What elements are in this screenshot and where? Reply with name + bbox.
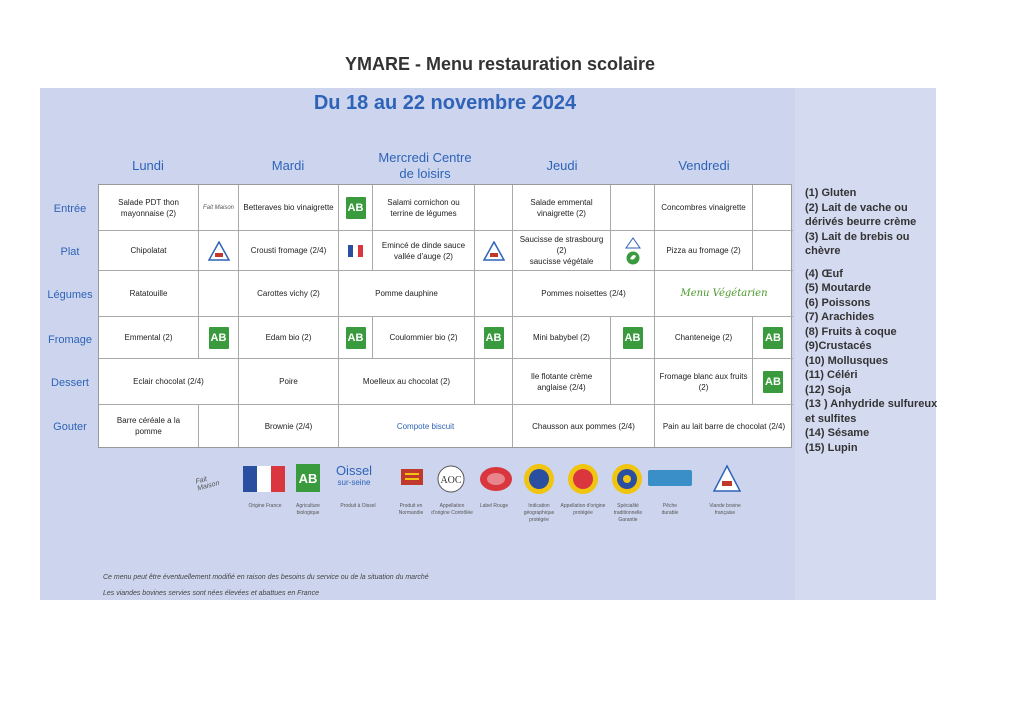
day-header-wednesday: Mercredi Centre de loisirs [378, 150, 472, 181]
legend-label: Viande bovine française [709, 503, 741, 516]
allergen-item: (15) Lupin [805, 441, 858, 454]
legend-label: Indication géographique protégée [523, 503, 555, 523]
menu-cell: Ile flotante crème anglaise (2/4) [513, 359, 611, 405]
menu-cell: Salade emmental vinaigrette (2) [513, 185, 611, 231]
menu-item: Saucisse de strasbourg (2) [519, 235, 604, 255]
menu-cell: Moelleux au chocolat (2) [339, 359, 475, 405]
menu-cell: Poire [239, 359, 339, 405]
legend-label: Produit à Oissel [340, 503, 376, 509]
menu-cell: Edam bio (2) [239, 317, 339, 359]
viande-bovine-francaise-icon [199, 231, 239, 271]
menu-cell: Pomme dauphine [339, 271, 475, 317]
menu-table [98, 184, 792, 448]
allergen-item: (6) Poissons [805, 296, 871, 309]
menu-cell: Carottes vichy (2) [239, 271, 339, 317]
row-label-gouter: Gouter [53, 421, 87, 433]
menu-cell: Eclair chocolat (2/4) [99, 359, 239, 405]
allergen-item: (2) Lait de vache ou dérivés beurre crème [805, 201, 917, 228]
organic-ab-icon: AB [753, 317, 793, 359]
label-rouge-logo-icon [478, 464, 514, 494]
legend-label: Agriculture biologique [296, 503, 320, 516]
menu-cell: Barre céréale a la pomme [99, 405, 199, 447]
organic-ab-icon: AB [199, 317, 239, 359]
allergen-item: (11) Céléri [805, 369, 858, 381]
menu-cell: Chausson aux pommes (2/4) [513, 405, 655, 447]
organic-ab-icon: AB [339, 185, 373, 231]
allergen-item: (4) Œuf [805, 267, 843, 280]
legend-label: Appellation d'origine protégée [560, 503, 606, 516]
row-label-fromage: Fromage [47, 334, 93, 346]
day-header-friday: Vendredi [678, 158, 730, 173]
vegetarian-icon [611, 231, 655, 271]
igp-logo-icon [522, 462, 556, 496]
menu-cell: Pommes noisettes (2/4) [513, 271, 655, 317]
allergen-item: (8) Fruits à coque [805, 325, 897, 338]
normandie-logo-icon [397, 466, 427, 490]
allergen-item: (7) Arachides [805, 311, 875, 323]
organic-ab-icon: AB [753, 359, 793, 405]
row-label-dessert: Dessert [51, 377, 89, 389]
origine-france-flag-icon [339, 231, 373, 271]
allergen-list [805, 186, 945, 455]
stg-logo-icon [610, 462, 644, 496]
menu-cell: Brownie (2/4) [239, 405, 339, 447]
empty-cell [611, 185, 655, 231]
agriculture-biologique-logo-icon: AB [296, 464, 320, 492]
menu-cell: Coulommier bio (2) [373, 317, 475, 359]
allergen-item: (13 ) Anhydride sulfureux et sulfites [805, 398, 938, 425]
aoc-logo-icon [434, 464, 468, 494]
empty-cell [753, 185, 793, 231]
organic-ab-icon: AB [339, 317, 373, 359]
legend-label: Spécialité traditionnelle Garantie [613, 503, 643, 523]
legend-label: Label Rouge [479, 503, 509, 509]
menu-cell: Compote biscuit [339, 405, 513, 447]
row-label-plat: Plat [60, 246, 80, 258]
viande-bovine-francaise-icon [475, 231, 513, 271]
menu-cell: Pain au lait barre de chocolat (2/4) [662, 421, 786, 431]
empty-cell [475, 271, 513, 317]
menu-cell: Mini babybel (2) [513, 317, 611, 359]
allergen-item: (12) Soja [805, 383, 851, 396]
empty-cell [199, 405, 239, 447]
menu-cell: Emincé de dinde sauce vallée d'auge (2) [373, 231, 475, 271]
footer-note: Les viandes bovines servies sont nées élevées et abattues en France [103, 590, 319, 597]
menu-cell: Crousti fromage (2/4) [239, 231, 339, 271]
menu-cell: Emmental (2) [99, 317, 199, 359]
menu-cell: Ratatouille [99, 271, 199, 317]
day-header-monday: Lundi [132, 158, 164, 173]
empty-cell [475, 185, 513, 231]
menu-cell: Betteraves bio vinaigrette [239, 185, 339, 231]
allergen-item: (1) Gluten [805, 187, 857, 199]
menu-cell: Chipolatat [99, 231, 199, 271]
svg-text:AOC: AOC [440, 475, 462, 486]
menu-cell: Fromage blanc aux fruits (2) [655, 359, 753, 405]
empty-cell [475, 359, 513, 405]
empty-cell [199, 271, 239, 317]
menu-item-alt: saucisse végétale [529, 257, 594, 266]
viande-bovine-francaise-logo-icon [712, 464, 742, 494]
organic-ab-icon: AB [475, 317, 513, 359]
day-header-thursday: Jeudi [546, 158, 578, 173]
allergen-item: (3) Lait de brebis ou chèvre [805, 230, 910, 257]
page-title: YMARE - Menu restauration scolaire [344, 54, 656, 74]
row-label-entree: Entrée [53, 203, 87, 215]
aop-logo-icon [566, 462, 600, 496]
menu-cell: Chanteneige (2) [655, 317, 753, 359]
allergen-item: (5) Moutarde [805, 282, 871, 294]
week-subtitle: Du 18 au 22 novembre 2024 [313, 92, 577, 114]
legend-label: Origine France [248, 503, 282, 509]
peche-durable-logo-icon [648, 470, 692, 486]
menu-cell: Salade PDT thon mayonnaise (2) [99, 185, 199, 231]
empty-cell [611, 359, 655, 405]
legend-label: Produit en Normandie [398, 503, 424, 516]
origine-france-flag-icon [243, 466, 285, 492]
allergen-item: (9)Crustacés [805, 340, 872, 352]
day-header-tuesday: Mardi [271, 158, 305, 173]
allergen-item: (10) Mollusques [805, 354, 889, 367]
menu-cell: Salami cornichon ou terrine de légumes [373, 185, 475, 231]
row-label-legumes: Légumes [47, 289, 93, 301]
menu-cell: Concombres vinaigrette [655, 185, 753, 231]
legend-label: Pêche durable [661, 503, 679, 516]
fait-maison-icon: Fait Maison [199, 185, 239, 231]
organic-ab-icon: AB [611, 317, 655, 359]
menu-cell: Pizza au fromage (2) [655, 231, 753, 271]
menu-vegetarien-badge: Menu Végétarien [655, 271, 793, 317]
oissel-logo-icon: Oissel sur-seine [335, 463, 373, 487]
fait-maison-logo-icon: Fait Maison [194, 475, 221, 493]
footer-note: Ce menu peut être éventuellement modifié en raison des besoins du service ou de la situation du marché [103, 574, 429, 581]
legend-label: Appellation d'origine Contrôlée [431, 503, 473, 516]
menu-cell-double [513, 231, 611, 271]
empty-cell [753, 231, 793, 271]
allergen-item: (14) Sésame [805, 427, 870, 439]
